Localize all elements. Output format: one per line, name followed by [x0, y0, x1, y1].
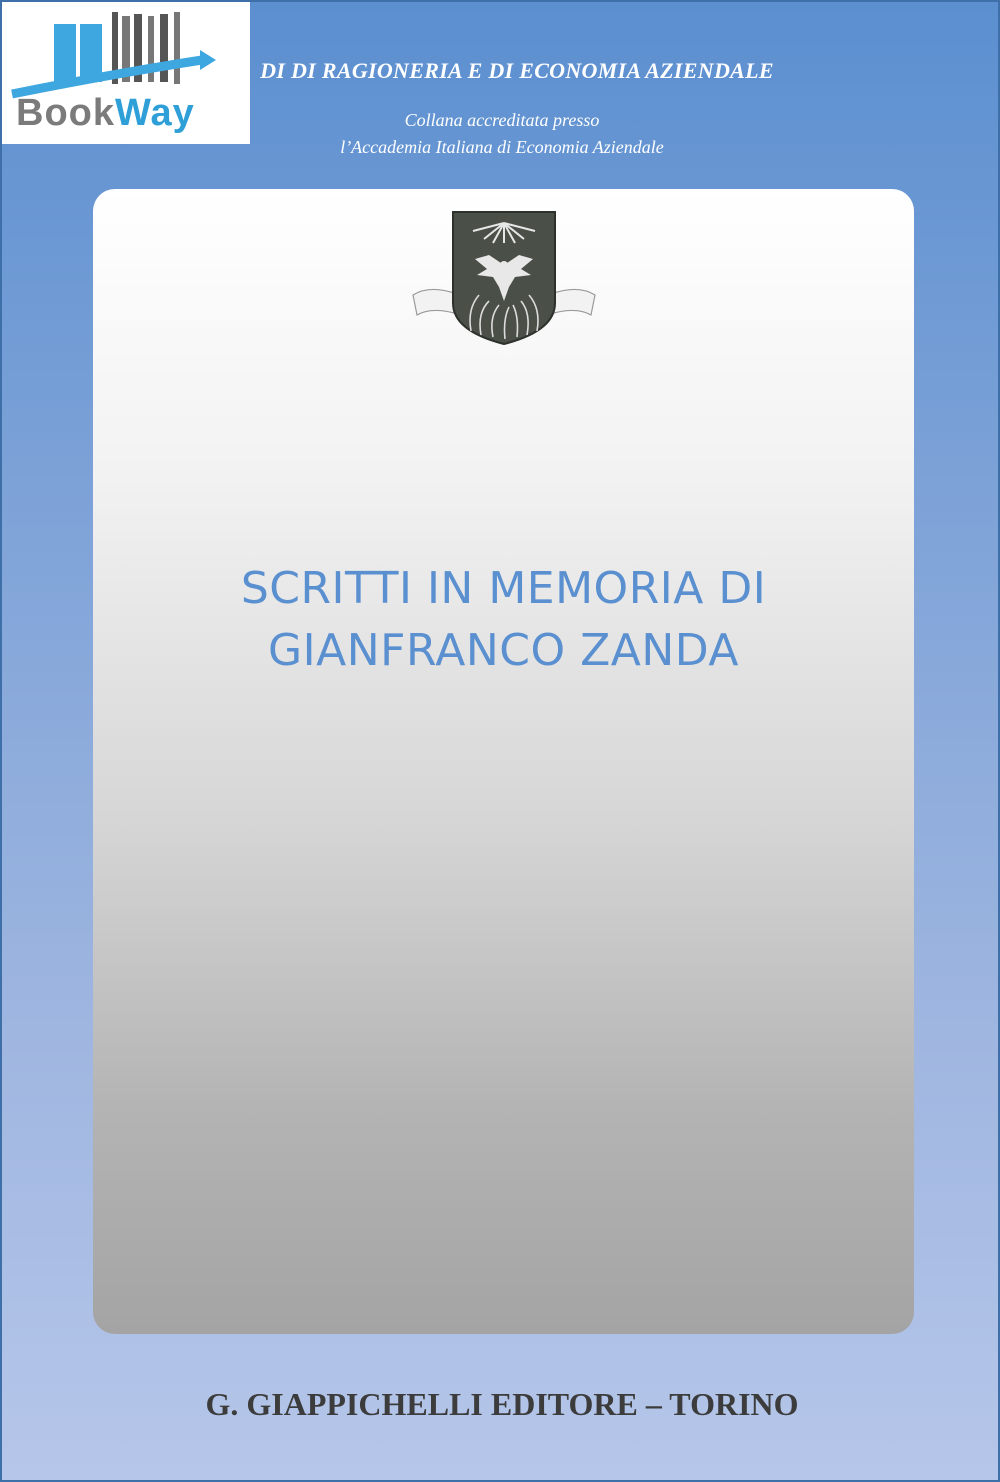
phoenix-crest-emblem-icon	[409, 209, 599, 349]
series-academy-line: l’Accademia Italiana di Economia Aziendale	[340, 137, 664, 157]
title-panel	[93, 189, 914, 1334]
bookway-logo-text: BookWay	[16, 92, 195, 134]
series-title: DI DI RAGIONERIA E DI ECONOMIA AZIENDALE	[260, 58, 774, 83]
book-title	[93, 558, 914, 682]
series-accreditation-line: Collana accreditata presso	[404, 110, 600, 130]
book-title-line-2: GIANFRANCO ZANDA	[268, 625, 739, 676]
bookway-logo-icon	[2, 2, 250, 102]
publisher-imprint: G. GIAPPICHELLI EDITORE – TORINO	[205, 1386, 799, 1422]
book-title-line-1: SCRITTI IN MEMORIA DI	[240, 563, 767, 614]
